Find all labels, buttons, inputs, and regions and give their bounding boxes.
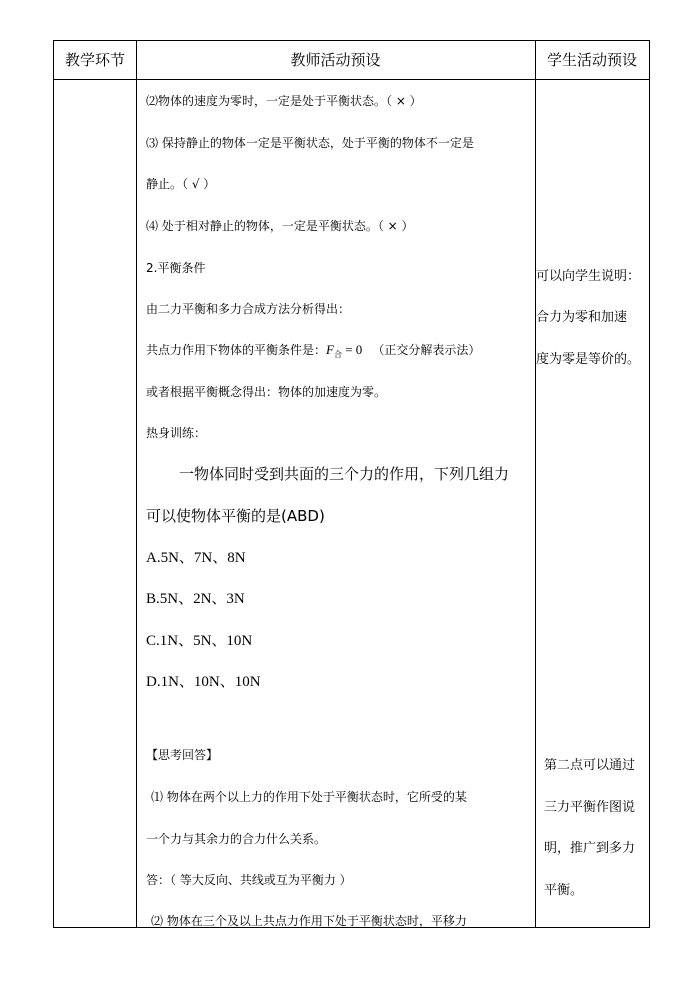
option-a: A.5N、7N、8N	[146, 550, 246, 566]
statement-2: ⑵物体的速度为零时，一定是处于平衡状态。（ × ）	[146, 94, 422, 108]
force-subscript: 合	[333, 350, 342, 359]
exercise-question-line1: 一物体同时受到共面的三个力的作用，下列几组力	[179, 465, 510, 483]
statement-3-line1: ⑶ 保持静止的物体一定是平衡状态，处于平衡的物体不一定是	[146, 136, 474, 150]
option-d: D.1N、10N、10N	[146, 674, 261, 690]
acceleration-line: 或者根据平衡概念得出：物体的加速度为零。	[146, 385, 387, 399]
think-line2: 一个力与其余力的合力什么关系。	[146, 832, 327, 846]
equilibrium-prefix: 共点力作用下物体的平衡条件是：	[146, 343, 327, 357]
header-divider	[54, 79, 649, 80]
force-symbol: F	[326, 342, 334, 357]
student-note1-line3: 度为零是等价的。	[536, 352, 641, 367]
option-c: C.1N、5N、10N	[146, 633, 253, 649]
exercise-question-line2: 可以使物体平衡的是(ABD)	[146, 507, 325, 525]
lesson-plan-table	[53, 40, 650, 928]
option-b: B.5N、2N、3N	[146, 591, 245, 607]
student-note2-line4: 平衡。	[544, 883, 584, 898]
think-line1: ⑴ 物体在两个以上力的作用下处于平衡状态时，它所受的某	[151, 790, 467, 804]
student-note2-line1: 第二点可以通过	[544, 758, 636, 773]
think-answer: 答：（ 等大反向、共线或互为平衡力 ）	[146, 873, 352, 887]
think-title: 【思考回答】	[146, 748, 219, 762]
column-divider	[136, 41, 137, 927]
think-line4: ⑵ 物体在三个及以上共点力作用下处于平衡状态时，平移力	[151, 914, 467, 928]
statement-3-line2: 静止。（ √ ）	[146, 177, 216, 191]
statement-4: ⑷ 处于相对静止的物体，一定是平衡状态。（ × ）	[146, 219, 414, 233]
student-note2-line3: 明，推广到多力	[544, 841, 636, 856]
warmup-label: 热身训练：	[146, 426, 207, 440]
analysis-line: 由二力平衡和多力合成方法分析得出：	[146, 302, 351, 316]
header-teacher-activity: 教师活动预设	[290, 51, 381, 69]
header-student-activity: 学生活动预设	[546, 51, 637, 69]
student-note1-line2: 合力为零和加速	[536, 310, 628, 325]
student-note2-line2: 三力平衡作图说	[544, 800, 636, 815]
student-note1-line1: 可以向学生说明：	[536, 269, 641, 284]
equals-zero: = 0	[341, 342, 363, 357]
header-teaching-stage: 教学环节	[64, 51, 125, 69]
equilibrium-suffix: （正交分解表示法）	[372, 343, 481, 357]
section-title-equilibrium: 2.平衡条件	[146, 261, 206, 275]
column-divider	[535, 41, 536, 927]
equilibrium-condition	[146, 343, 480, 362]
